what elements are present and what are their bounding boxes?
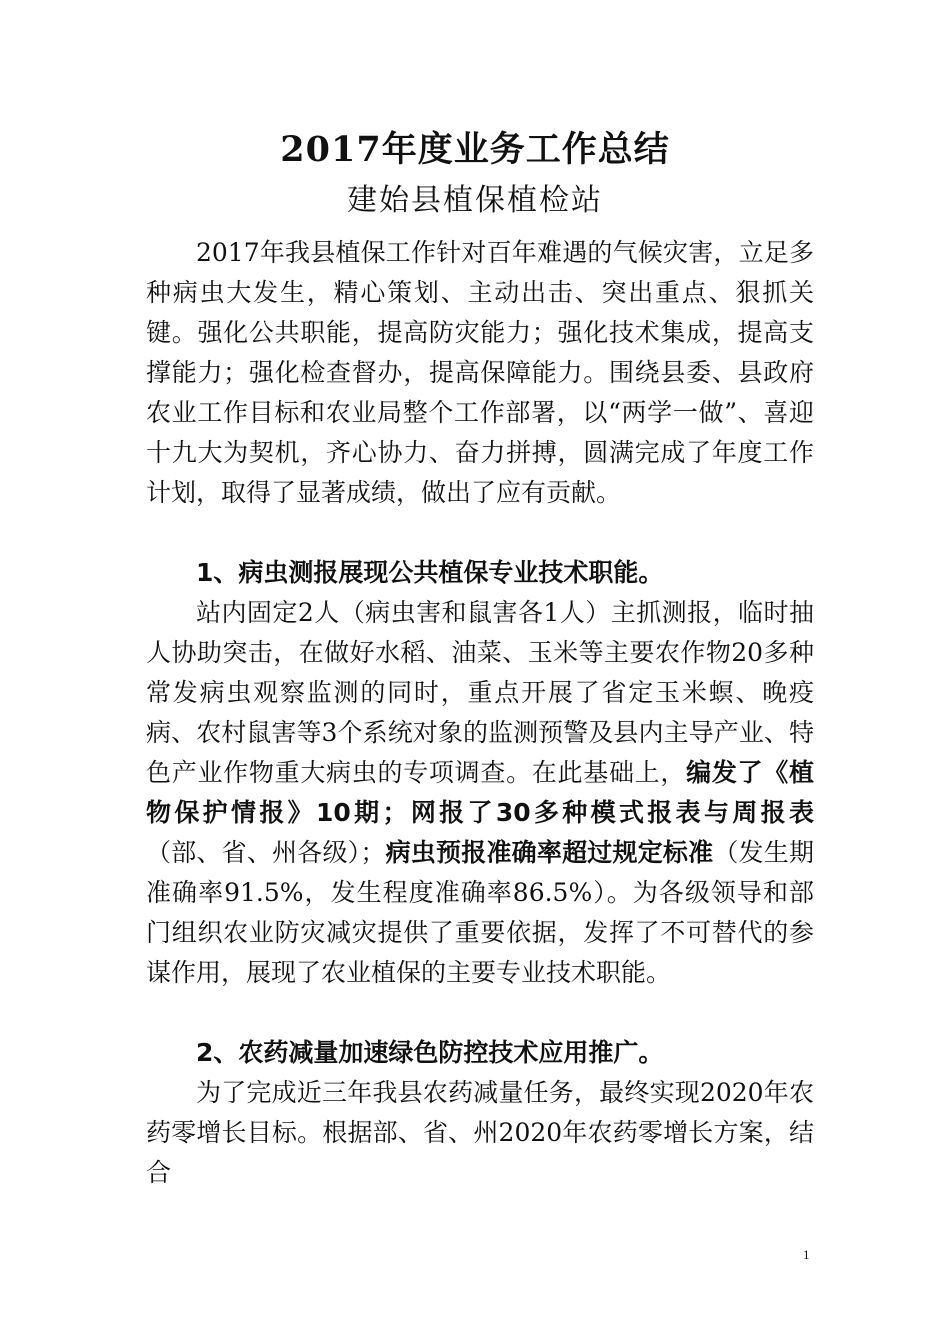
document-subtitle: 建始县植保植检站 (347, 183, 603, 218)
section-1-heading: 1、病虫测报展现公共植保专业技术职能。 (196, 558, 664, 587)
intro-paragraph: 2017年我县植保工作针对百年难遇的气候灾害，立足多种病虫大发生，精心策划、主动出击、突出重点、狠抓关键。强化公共职能，提高防灾能力；强化技术集成，提高支撑能力；强化检查督办，提高保障能力。围绕县委、县政府农业工作目标和农业局整个工作部署，以“两学一做”、喜迎十九大为契机，齐心协力、奋力拼搏，圆满完成了年度工作计划，取得了显著成绩，做出了应有贡献。 (146, 238, 814, 507)
section-1-text-b: （部、省、州各级）； (146, 838, 386, 867)
page-number: 1 (803, 1247, 810, 1262)
section-1-paragraph (146, 593, 814, 993)
section-1-text-a: 站内固定2人（病虫害和鼠害各1人）主抓测报，临时抽人协助突击，在做好水稻、油菜、玉米等主要农作物20多种常发病虫观察监测的同时，重点开展了省定玉米螟、晚疫病、农村鼠害等3个系统对象的监测预警及县内主导产业、特色产业作物重大病虫的专项调查。在此基础上， (146, 598, 814, 787)
section-1-bold-b: 病虫预报准确率超过规定标准 (385, 838, 714, 867)
section-2 (146, 1033, 814, 1193)
section-1-text-c: （发生期准确率91.5%，发生程度准确率86.5%）。为各级领导和部门组织农业防灾减灾提供了重要依据，发挥了不可替代的参谋作用，展现了农业植保的主要专业技术职能。 (146, 838, 814, 987)
section-2-paragraph: 为了完成近三年我县农药减量任务，最终实现2020年农药零增长目标。根据部、省、州2020年农药零增长方案，结合 (146, 1078, 814, 1187)
section-1 (146, 553, 814, 993)
section-1-bold-a: 编发了《植物保护情报》10期；网报了30多种模式报表与周报表 (146, 758, 814, 827)
document-title: 2017年度业务工作总结 (280, 129, 670, 170)
section-2-heading: 2、农药减量加速绿色防控技术应用推广。 (196, 1038, 664, 1067)
document-body (146, 233, 814, 513)
